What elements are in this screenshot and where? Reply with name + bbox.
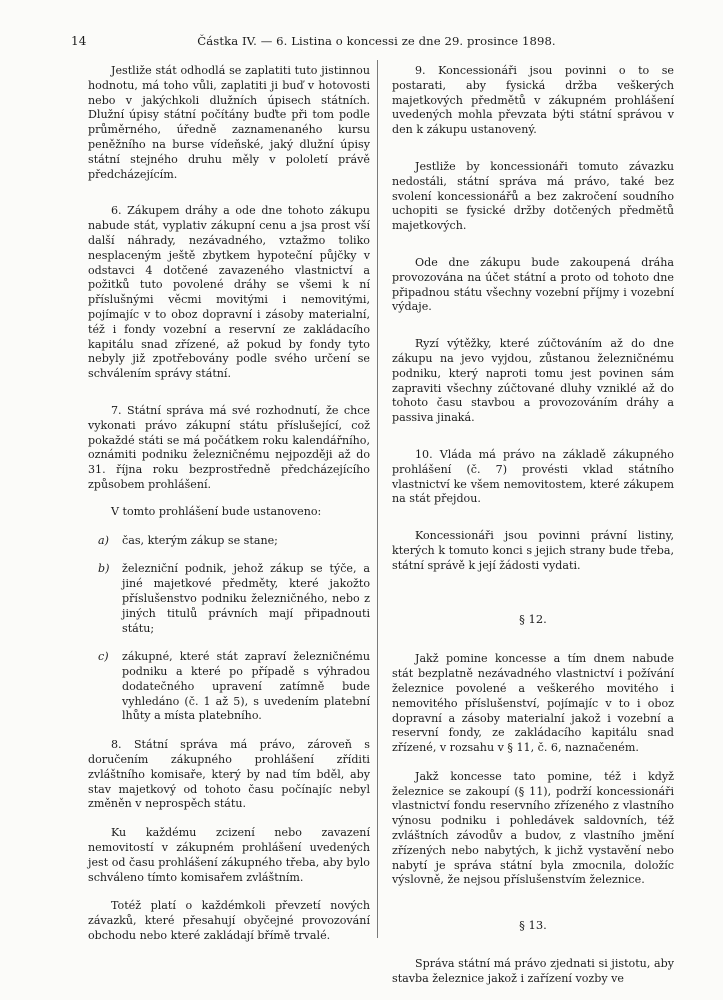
list-item-text: zákupné, které stát zapraví železničnému podniku a které po případě s výhradou dodatečného upravení zatímně bude vyhledáno (č. 1 až 5), s uvedením platební lhůty a místa platebního. bbox=[122, 650, 370, 723]
list-marker: b) bbox=[98, 562, 110, 576]
section-heading: § 13. bbox=[519, 918, 547, 933]
list-item-text: železniční podnik, jehož zákup se týče, a jiné majetkové předměty, které jakožto příslušenstvo podniku železničného, nebo z jiných titulů právních mají připadnouti státu; bbox=[122, 562, 370, 635]
list-item bbox=[88, 534, 370, 549]
paragraph: Jestliže by koncessionáři tomuto závazku nedostáli, státní správa má právo, také bez svolení koncessionářů a bez zakročení soudního uchopiti se fysické držby dotčených předmětů majetkových. bbox=[392, 159, 674, 233]
page-number: 14 bbox=[71, 34, 87, 48]
paragraph: 9. Koncessionáři jsou povinni o to se postarati, aby fysická držba veškerých majetkových předmětů v zákupném prohlášení uvedených mohla převzata býti státní správou v den k zákupu ustanovený. bbox=[392, 64, 674, 137]
paragraph: Totéž platí o každémkoli převzetí nových závazků, které přesahují obyčejné provozování obchodu nebo které zakládají břímě trvalé. bbox=[88, 899, 370, 943]
paragraph: 10. Vláda má právo na základě zákupného prohlášení (č. 7) provésti vklad státního vlastnictví ke všem nemovitostem, které zákupem na stát přejdou. bbox=[392, 447, 674, 506]
paragraph: Ku každému zcizení nebo zavazení nemovitostí v zákupném prohlášení uvedených jest od času prohlášení zákupného třeba, aby bylo schváleno tímto komisařem zvláštním. bbox=[88, 826, 370, 884]
paragraph: Správa státní má právo zjednati si jistotu, aby stavba železnice jakož i zařízení vozby ve bbox=[392, 957, 674, 985]
section-heading: § 12. bbox=[519, 611, 547, 626]
paragraph: Jakž koncesse tato pomine, též i když železnice se zakoupí (§ 11), podrží koncessionáři vlastnictví fondu reservního zřízeného z vlastního výnosu podniku i pohledávek saldovních, též zvláštních závodův a budov, z vlastního jmění zřízených nebo nabytých, k jichž vystavění nebo nabytí je správa státní byla zmocnila, doložíc výslovně, že nejsou příslušenstvím železnice. bbox=[392, 769, 674, 887]
paragraph: Jakž pomine koncesse a tím dnem nabude stát bezplatně nezávadného vlastnictví i požívání železnice povolené a veškerého movitého i nemovitého příslušenství, pojímajíc v to i obоz dopravní a zásoby materialní jakož i vozební a reservní fondy, ze zakládacího kapitálu snad zřízené, v rozsahu v § 11, č. 6, naznačeném. bbox=[392, 652, 674, 755]
running-title: Částka IV. — 6. Listina o koncessi ze dne 29. prosince 1898. bbox=[197, 34, 556, 48]
list-item bbox=[88, 562, 370, 636]
list-item bbox=[88, 650, 370, 724]
list-marker: a) bbox=[98, 533, 109, 547]
list-marker: c) bbox=[98, 650, 109, 664]
paragraph: 6. Zákupem dráhy a ode dne tohoto zákupu nabude stát, vyplativ zákupní cenu a jsa prost vší další náhrady, nezávadného, vztažmo toliko nesplaceným ještě zbytkem hypoteční půjčky v odstavci 4 dotčené zavazeného vlastnictví a požitků tuto povolené dráhy se všemi k ní příslušnými věcmi movitými i nemovitými, pojímajíc v to obоz dopravní i zásoby materialní, též i fondy vozební a reservní ze zakládacího kapitálu snad zřízené, až pokud by fondy tyto nebyly již zpotřebovány podle svého určení se schválením správy státní. bbox=[88, 204, 370, 381]
paragraph: Ryzí výtěžky, které zúčtováním až do dne zákupu na jevo vyjdou, zůstanou železničnému podniku, který naproti tomu jest povinen sám zapraviti všechny zúčtované dluhy vzniklé až do tohoto času stavbou a provozováním dráhy a passiva jinaká. bbox=[392, 337, 674, 425]
right-column bbox=[392, 64, 674, 987]
paragraph: Jestliže stát odhodlá se zaplatiti tuto jistinnou hodnotu, má toho vůli, zaplatiti ji buď v hotovosti nebo v jakýchkoli dlužních úpisech státních. Dlužní úpisy státní počítány buďte při tom podle průměrného, úředně zaznamenaného kursu peněžního na burse vídeňské, jaký dlužní úpisy státní stejného druhu měly v pololetí právě předcházejícím. bbox=[88, 64, 370, 181]
page-header bbox=[0, 34, 723, 54]
paragraph: 8. Státní správa má právo, zároveň s doručením zákupného prohlášení zříditi zvláštního komisaře, který by nad tím bděl, aby stav majetkový od tohoto času počínajíc nebyl změněn v neprospěch státu. bbox=[88, 738, 370, 811]
paragraph: V tomto prohlášení bude ustanoveno: bbox=[111, 504, 322, 518]
column-divider bbox=[377, 60, 378, 938]
paragraph: Ode dne zákupu bude zakoupená dráha provozována na účet státní a proto od tohoto dne připadnou státu všechny vozební příjmy i vozební výdaje. bbox=[392, 255, 674, 314]
paragraph: 7. Státní správa má své rozhodnutí, že chce vykonati právo zákupní státu příslušející, což pokaždé státi se má počátkem roku kalendářního, oznámiti podniku železničnému nejpozději až do 31. října roku bezprostředně předcházejícího způsobem prohlášení. bbox=[88, 403, 370, 491]
left-column bbox=[88, 64, 370, 944]
paragraph: Koncessionáři jsou povinni právní listiny, kterých k tomuto konci s jejich strany bude třeba, státní správě k její žádosti vydati. bbox=[392, 529, 674, 572]
list-item-text: čas, kterým zákup se stane; bbox=[122, 533, 278, 547]
